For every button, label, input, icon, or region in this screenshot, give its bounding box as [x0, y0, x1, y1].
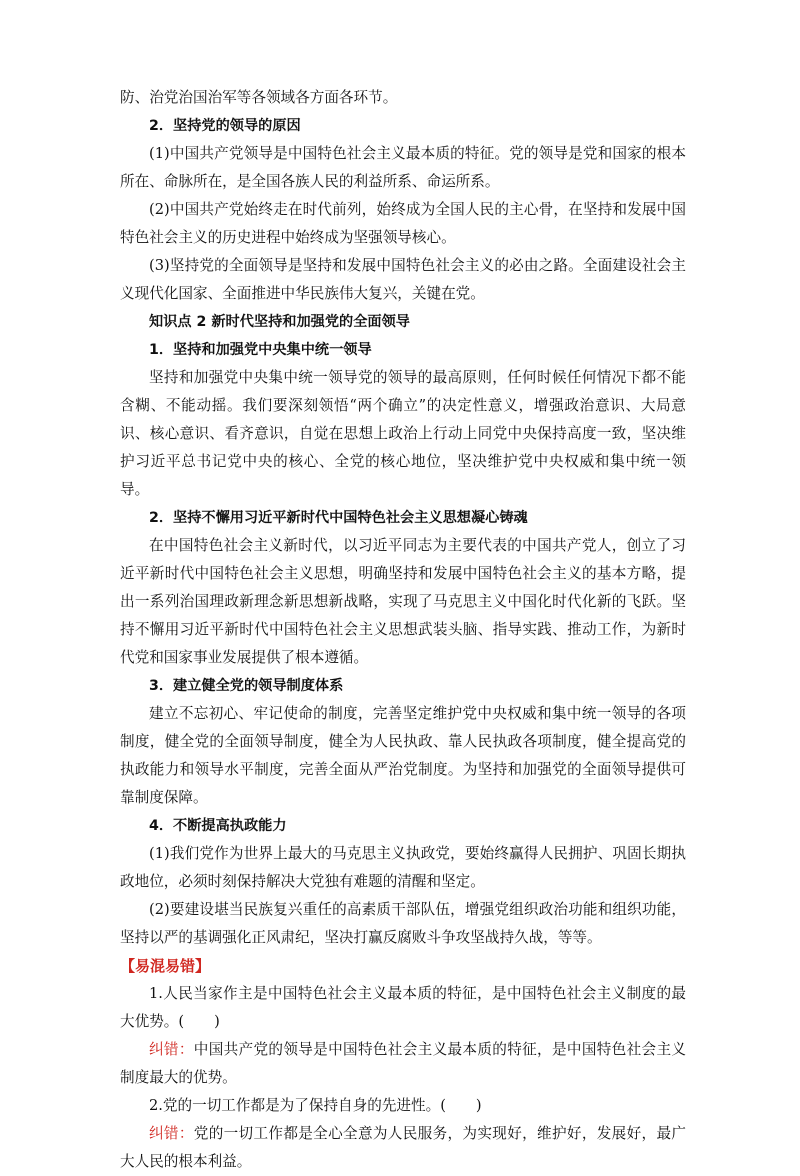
section-heading: 1．坚持和加强党中央集中统一领导: [149, 342, 372, 358]
statement-text: 2.党的一切工作都是为了保持自身的先进性。(: [149, 1097, 446, 1114]
section-heading: 2．坚持党的领导的原因: [149, 118, 301, 134]
knowledge-point-title: 知识点 2 新时代坚持和加强党的全面领导: [149, 314, 410, 330]
mistake-correction: [120, 1036, 686, 1092]
correction-text: 党的一切工作都是全心全意为人民服务，为实现好，维护好，发展好，最广大人民的根本利益。: [120, 1125, 686, 1170]
mistake-correction: [120, 1120, 686, 1176]
section-heading: 2．坚持不懈用习近平新时代中国特色社会主义思想凝心铸魂: [149, 510, 528, 526]
section-heading: 4．不断提高执政能力: [149, 818, 287, 834]
correction-label: 纠错：: [149, 1041, 194, 1058]
mistake-statement: [120, 980, 686, 1036]
body-paragraph: (2)要建设堪当民族复兴重任的高素质干部队伍，增强党组织政治功能和组织功能，坚持以严的基调强化正风肃纪，坚决打赢反腐败斗争攻坚战持久战，等等。: [120, 901, 686, 946]
body-paragraph: 在中国特色社会主义新时代，以习近平同志为主要代表的中国共产党人，创立了习近平新时代中国特色社会主义思想，明确坚持和发展中国特色社会主义的基本方略，提出一系列治国理政新理念新思想新战略，实现了马克思主义中国化时代化新的飞跃。坚持不懈用习近平新时代中国特色社会主义思想武装头脑、指导实践、推动工作，为新时代党和国家事业发展提供了根本遵循。: [120, 537, 686, 666]
reason-item: (3)坚持党的全面领导是坚持和发展中国特色社会主义的必由之路。全面建设社会主义现代化国家、全面推进中华民族伟大复兴，关键在党。: [120, 257, 686, 302]
correction-label: 纠错：: [149, 1125, 194, 1142]
reason-item: (1)中国共产党领导是中国特色社会主义最本质的特征。党的领导是党和国家的根本所在、命脉所在，是全国各族人民的利益所系、命运所系。: [120, 145, 686, 190]
body-paragraph: (1)我们党作为世界上最大的马克思主义执政党，要始终赢得人民拥护、巩固长期执政地位，必须时刻保持解决大党独有难题的清醒和坚定。: [120, 845, 686, 890]
section-heading: 3．建立健全党的领导制度体系: [149, 678, 344, 694]
correction-text: 中国共产党的领导是中国特色社会主义最本质的特征，是中国特色社会主义制度最大的优势。: [120, 1041, 686, 1086]
mistakes-title: 【易混易错】: [120, 957, 211, 975]
document-page: [120, 88, 686, 1176]
reason-item: (2)中国共产党始终走在时代前列，始终成为全国人民的主心骨，在坚持和发展中国特色社会主义的历史进程中始终成为坚强领导核心。: [120, 201, 686, 246]
statement-text: 1.人民当家作主是中国特色社会主义最本质的特征，是中国特色社会主义制度的最大优势。(: [120, 985, 686, 1030]
body-paragraph: 坚持和加强党中央集中统一领导党的领导的最高原则，任何时候任何情况下都不能含糊、不能动摇。我们要深刻领悟“两个确立”的决定性意义，增强政治意识、大局意识、核心意识、看齐意识，自觉在思想上政治上行动上同党中央保持高度一致，坚决维护习近平总书记党中央的核心、全党的核心地位，坚决维护党中央权威和集中统一领导。: [120, 369, 686, 498]
body-paragraph: 建立不忘初心、牢记使命的制度，完善坚定维护党中央权威和集中统一领导的各项制度，健全党的全面领导制度，健全为人民执政、靠人民执政各项制度，健全提高党的执政能力和领导水平制度，完善全面从严治党制度。为坚持和加强党的全面领导提供可靠制度保障。: [120, 705, 686, 806]
statement-close: ): [214, 1013, 220, 1030]
statement-close: ): [475, 1097, 482, 1114]
opening-line: 防、治党治国治军等各领域各方面各环节。: [120, 89, 398, 106]
mistake-statement: [120, 1092, 686, 1120]
